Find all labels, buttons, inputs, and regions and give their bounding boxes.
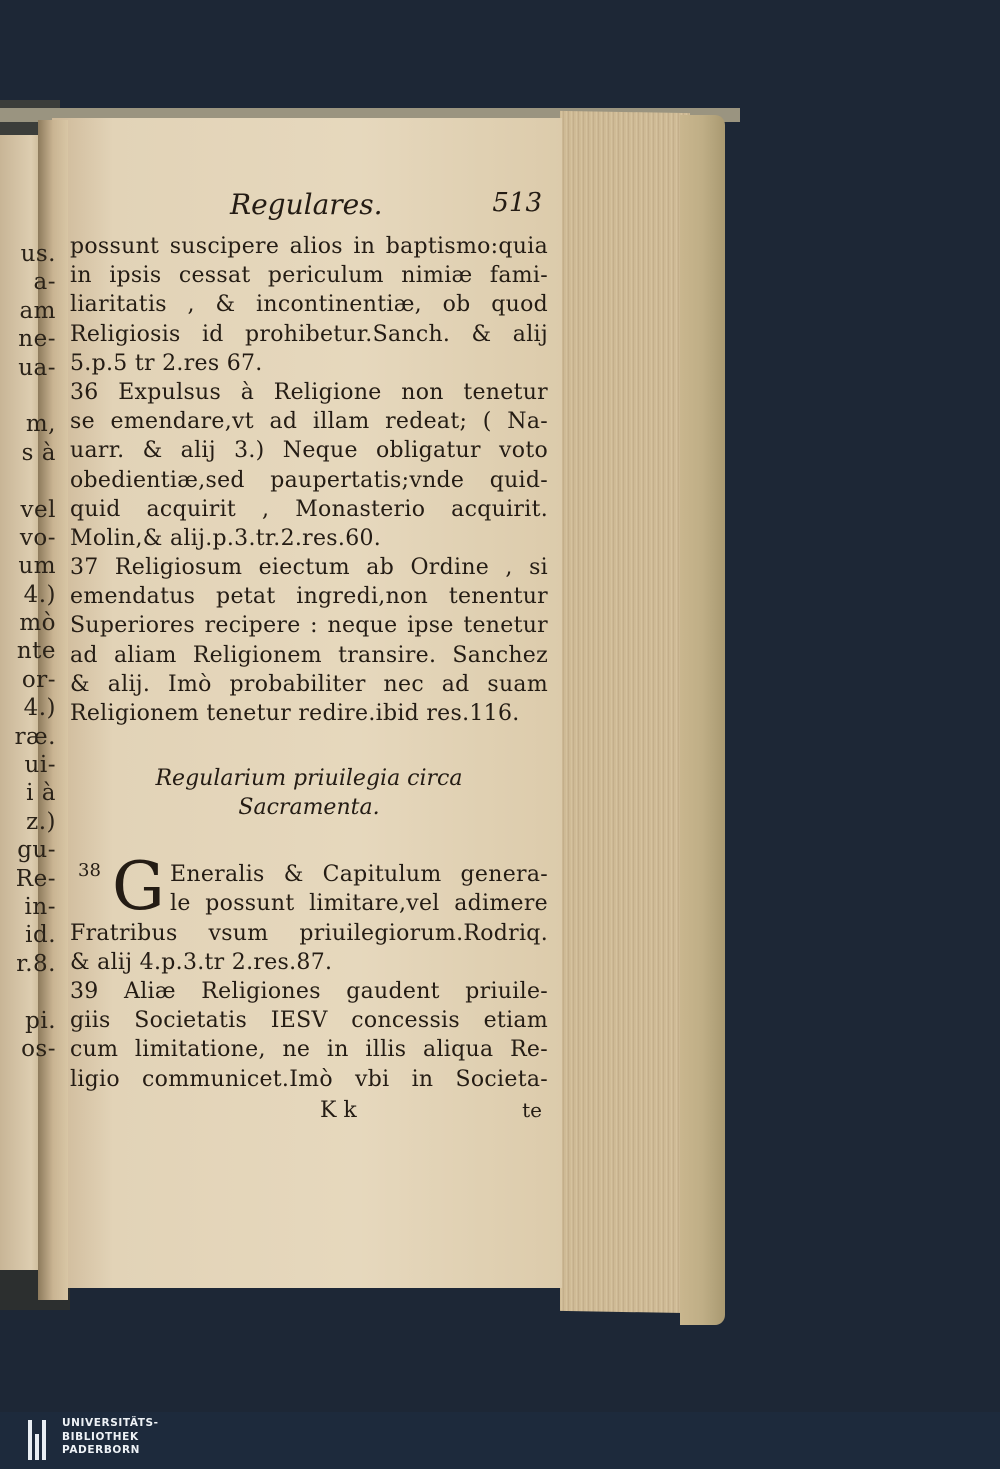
paragraph-number: 38 <box>78 860 101 882</box>
text-line: & alij 4.p.3.tr 2.res.87. <box>70 949 333 975</box>
text-line: se emendare,vt ad illam redeat; ( Na- <box>70 409 548 435</box>
left-fragment: um <box>18 553 56 580</box>
running-head: Regulares. <box>230 188 383 221</box>
text-line: obedientiæ,sed paupertatis;vnde quid- <box>70 467 548 493</box>
left-fragment: or- <box>21 666 56 693</box>
left-fragment <box>0 978 56 1006</box>
left-fragment: ui- <box>24 752 56 779</box>
text-line: Superiores recipere : neque ipse tenetur <box>70 613 548 639</box>
section-heading <box>70 764 548 822</box>
left-fragment: ræ. <box>14 723 56 750</box>
text-line: le possunt limitare,vel adimere <box>170 891 548 917</box>
left-fragment: id. <box>25 922 56 949</box>
text-line: Religiosis id prohibetur.Sanch. & alij <box>70 321 548 347</box>
left-fragment: am <box>19 297 56 324</box>
left-fragment: vel <box>20 496 56 523</box>
left-fragment: ne- <box>18 326 56 353</box>
left-fragment <box>0 382 56 410</box>
text-line: possunt suscipere alios in baptismo:quia <box>70 234 548 259</box>
section-heading-line: Sacramenta. <box>238 795 380 821</box>
text-line: cum limitatione, ne in illis aliqua Re- <box>70 1037 548 1063</box>
text-line: ligio communicet.Imò vbi in Societa- <box>70 1066 548 1092</box>
left-fragment: vo- <box>19 524 56 551</box>
text-line: in ipsis cessat periculum nimiæ fami- <box>70 263 548 289</box>
text-line: 36 Expulsus à Religione non tenetur <box>70 379 548 405</box>
signature-mark: K k <box>320 1097 357 1123</box>
page-text <box>70 188 548 1130</box>
catchword: te <box>522 1097 542 1122</box>
left-fragment: gu- <box>17 837 56 864</box>
text-line: & alij. Imò probabiliter nec ad suam <box>70 671 548 697</box>
left-fragment: Re- <box>15 865 56 892</box>
left-fragment: a- <box>33 269 56 296</box>
left-fragment: r.8. <box>16 950 56 977</box>
page-footer <box>70 1098 548 1130</box>
text-line: Molin,& alij.p.3.tr.2.res.60. <box>70 525 382 551</box>
page-header <box>70 188 548 232</box>
text-line: 39 Aliæ Religiones gaudent priuile- <box>70 978 548 1004</box>
left-fragment: ua- <box>18 354 56 381</box>
left-fragment: in- <box>24 893 56 920</box>
left-page-text-fragments <box>0 240 56 1063</box>
left-fragment: us. <box>20 241 56 267</box>
left-fragment: m, <box>25 411 56 438</box>
text-line: Religionem tenetur redire.ibid res.116. <box>70 701 520 726</box>
left-fragment: z.) <box>26 808 56 835</box>
text-line: giis Societatis IESV concessis etiam <box>70 1008 548 1034</box>
text-line: 5.p.5 tr 2.res 67. <box>70 350 263 376</box>
book-cover-edge <box>680 115 725 1325</box>
page-number: 513 <box>492 188 542 218</box>
left-fragment: os- <box>21 1035 56 1062</box>
left-fragment <box>0 467 56 495</box>
text-lines-part2 <box>70 919 548 1094</box>
text-line: quid acquirit , Monasterio acquirit. <box>70 496 548 522</box>
page-edges <box>560 111 690 1313</box>
section-heading-line: Regularium priuilegia circa <box>155 766 463 792</box>
left-fragment: i à <box>26 780 56 807</box>
left-fragment: pi. <box>25 1007 56 1034</box>
text-line: ad aliam Religionem transire. Sanchez <box>70 642 548 668</box>
drop-cap: G <box>112 848 165 926</box>
left-fragment: 4.) <box>23 581 56 608</box>
text-lines-part1 <box>70 232 548 728</box>
left-fragment: nte <box>16 638 56 665</box>
text-line: 37 Religiosum eiectum ab Ordine , si <box>70 555 548 581</box>
institution-name: UNIVERSITÄTS- BIBLIOTHEK PADERBORN <box>62 1417 159 1456</box>
text-line: liaritatis , & incontinentiæ, ob quod <box>70 292 548 318</box>
library-logo-icon <box>28 1420 52 1460</box>
text-line: Fratribus vsum priuilegiorum.Rodriq. <box>70 920 548 946</box>
left-fragment: s à <box>21 439 56 466</box>
text-line: emendatus petat ingredi,non tenentur <box>70 584 548 610</box>
text-line: uarr. & alij 3.) Neque obligatur voto <box>70 438 548 464</box>
text-line: Eneralis & Capitulum genera- <box>170 862 548 888</box>
left-fragment: mò <box>19 610 56 637</box>
left-fragment: 4.) <box>23 695 56 722</box>
paragraph-38 <box>70 848 548 926</box>
